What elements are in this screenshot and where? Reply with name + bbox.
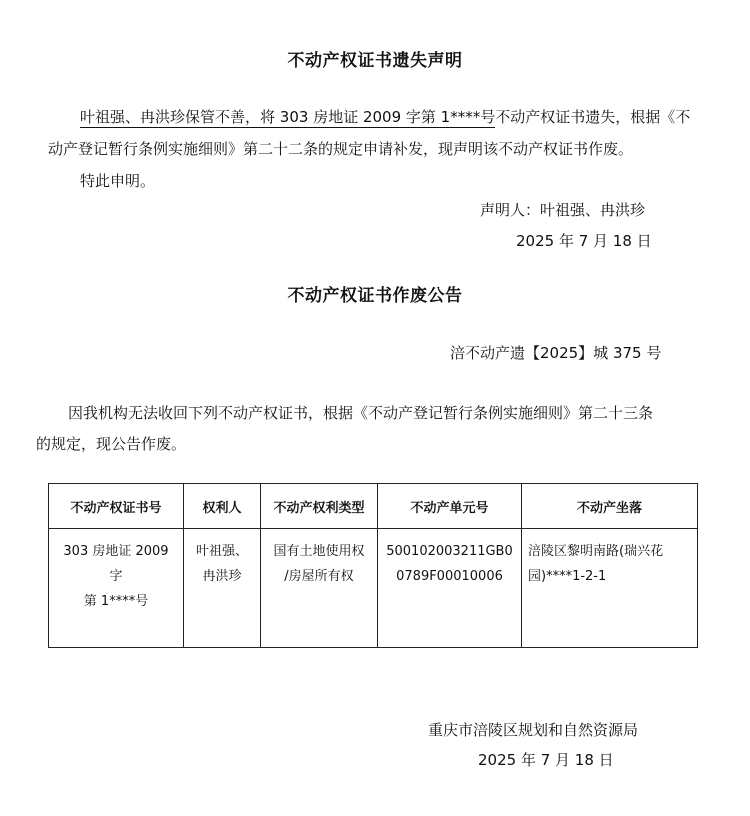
cell-holder-line-2: 冉洪珍: [202, 569, 242, 584]
cell-unit-no: [378, 529, 522, 648]
table-row: [49, 529, 698, 648]
table-header-cert-no: 不动产权证书号: [49, 484, 184, 529]
cell-right-type-line-1: 国有土地使用权: [273, 544, 365, 559]
cell-unit-no-line-1: 500102003211GB0: [386, 544, 513, 559]
certificate-table: [48, 483, 698, 648]
cell-cert-no-line-2: 第 1****号: [83, 594, 149, 609]
statement-closing: 特此申明。: [80, 172, 156, 190]
cell-right-type-line-2: /房屋所有权: [284, 569, 354, 584]
table-header-location: 不动产坐落: [522, 484, 698, 529]
table-header-unit-no: 不动产单元号: [378, 484, 522, 529]
notice-issuer: 重庆市涪陵区规划和自然资源局: [428, 721, 639, 739]
table-header-holder: 权利人: [184, 484, 261, 529]
cell-unit-no-line-2: 0789F00010006: [396, 569, 503, 584]
cell-holder-line-1: 叶祖强、: [195, 544, 248, 559]
cell-location: [522, 529, 698, 648]
table-header-right-type: 不动产权利类型: [261, 484, 378, 529]
notice-body-line-2: 的规定，现公告作废。: [36, 435, 187, 453]
cell-holder: [184, 529, 261, 648]
statement-text-a: 保管不善，将: [185, 108, 280, 126]
statement-date: 2025 年 7 月 18 日: [516, 232, 652, 250]
cell-location-line-1: 涪陵区黎明南路(瑞兴花: [528, 544, 664, 559]
statement-paragraph-line-1: [80, 106, 690, 127]
cell-cert-no: [49, 529, 184, 648]
cell-right-type: [261, 529, 378, 648]
table-header-row: [49, 484, 698, 529]
statement-text-b: 不动产权证书遗失，根据《不: [495, 108, 691, 126]
notice-body-line-1: 因我机构无法收回下列不动产权证书，根据《不动产登记暂行条例实施细则》第二十三条: [68, 404, 654, 422]
statement-paragraph-line-2: 动产登记暂行条例实施细则》第二十二条的规定申请补发，现声明该不动产权证书作废。: [48, 140, 634, 158]
notice-date: 2025 年 7 月 18 日: [478, 751, 614, 769]
statement-owner-names: 叶祖强、冉洪珍: [80, 108, 186, 126]
statement-certificate-number: 303 房地证 2009 字第 1****号: [279, 108, 496, 126]
statement-declarant: 声明人：叶祖强、冉洪珍: [480, 201, 646, 219]
notice-document-number: 涪不动产遗【2025】城 375 号: [450, 344, 662, 362]
notice-title: 不动产权证书作废公告: [287, 286, 463, 306]
cell-cert-no-line-1: 303 房地证 2009 字: [63, 544, 169, 584]
cell-location-line-2: 园)****1-2-1: [528, 569, 607, 584]
statement-title: 不动产权证书遗失声明: [287, 51, 463, 71]
